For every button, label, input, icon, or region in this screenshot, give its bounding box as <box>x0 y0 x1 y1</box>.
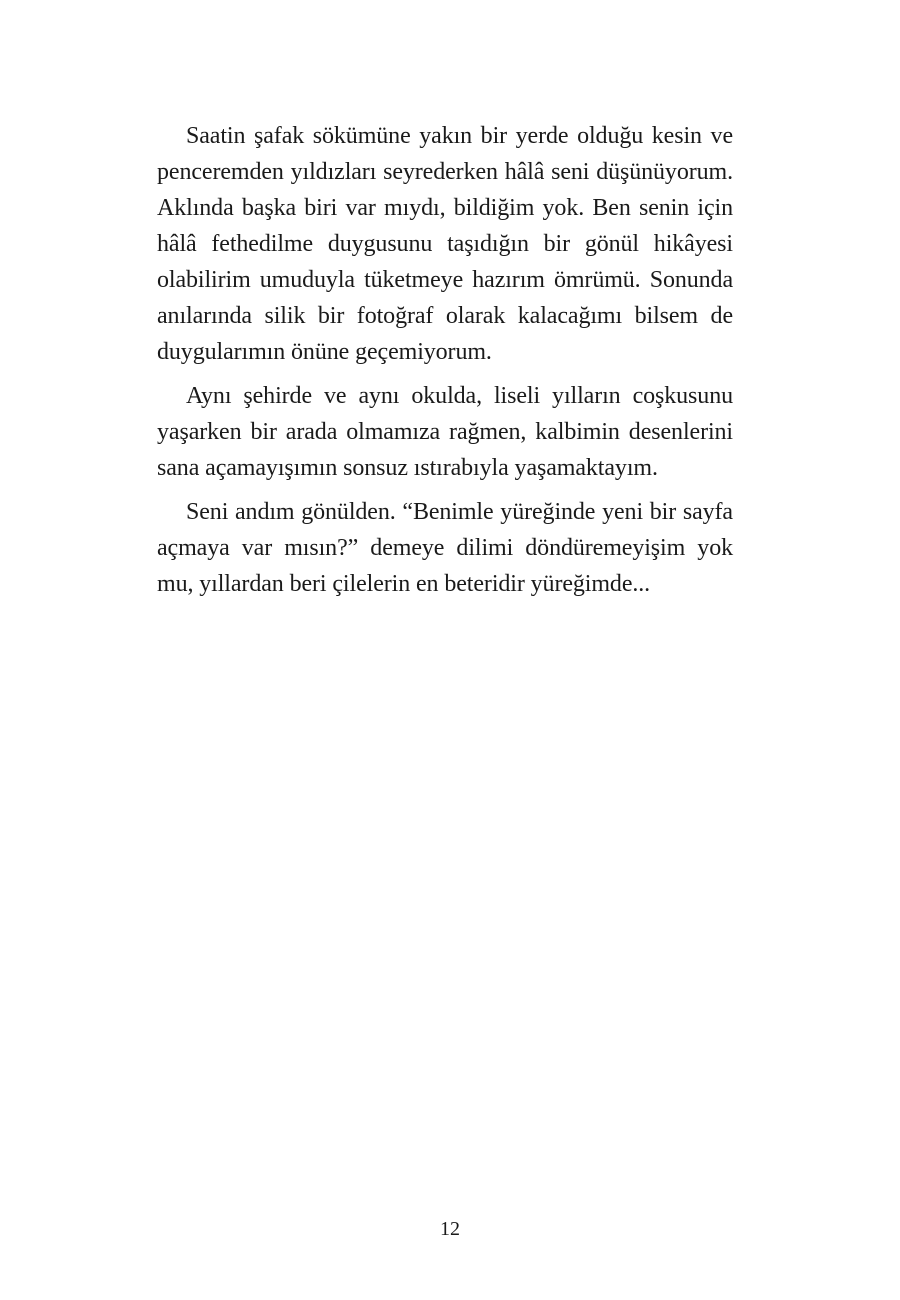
paragraph-3: Seni andım gönülden. “Benimle yüreğinde yeni bir sayfa açmaya var mısın?” demeye dilimi döndüremeyişim yok mu, yıllardan beri çilelerin en beteridir yüreğimde... <box>157 499 733 597</box>
paragraph-1: Saatin şafak sökümüne yakın bir yerde olduğu kesin ve penceremden yıldızları seyrederken hâlâ seni düşünüyorum. Aklında başka biri var mıydı, bildiğim yok. Ben senin için hâlâ fethedilme duygusunu taşıdığın bir gönül hikâyesi olabilirim umuduyla tüketmeye hazırım ömrümü. Sonunda anılarında silik bir fotoğraf olarak kalacağımı bilsem de duygularımın önüne geçemiyorum. <box>157 123 733 365</box>
page-number: 12 <box>440 1218 460 1240</box>
body-text <box>157 118 733 610</box>
paragraph-2: Aynı şehirde ve aynı okulda, liseli yılların coşkusunu yaşarken bir arada olmamıza rağmen, kalbimin desenlerini sana açamayışımın sonsuz ıstırabıyla yaşamaktayım. <box>157 383 733 481</box>
